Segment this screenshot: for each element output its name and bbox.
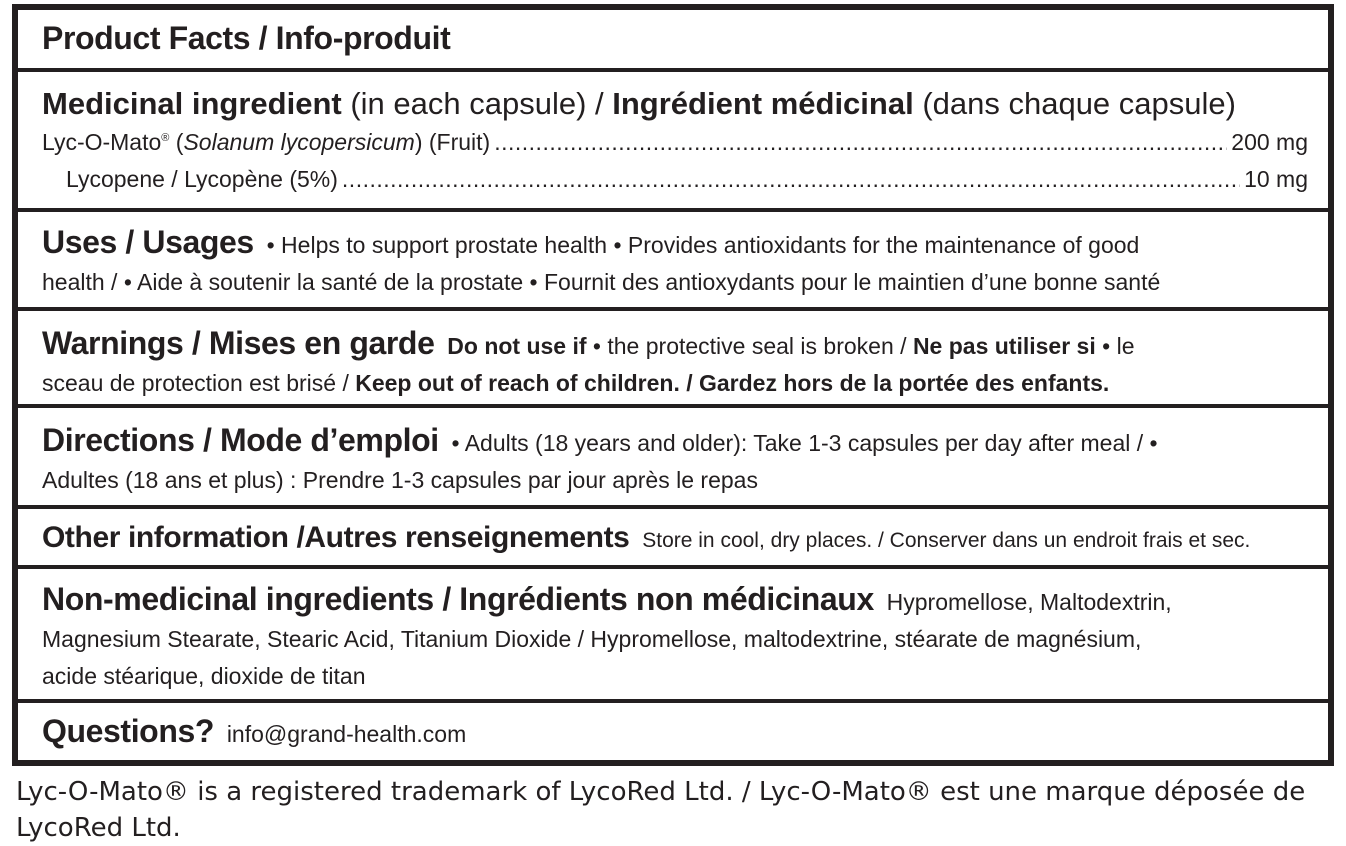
warnings-lead-fr: Ne pas utiliser si: [912, 333, 1096, 359]
footnote-line1: Lyc-O-Mato® is a registered trademark of LycoRed Ltd. / Lyc-O-Mato® est une marque déposée de: [16, 777, 1306, 807]
trademark-footnote: [16, 774, 1336, 846]
warnings-keep-out: Keep out of reach of children. / Gardez hors de la portée des enfants.: [355, 370, 1110, 396]
non-medicinal-section: [18, 569, 1328, 703]
leader-dots: [342, 161, 1240, 198]
product-facts-panel: [12, 4, 1334, 766]
directions-section: [18, 408, 1328, 509]
registered-mark: ®: [161, 132, 170, 144]
non-medicinal-text-line1: Hypromellose, Maltodextrin,: [886, 589, 1172, 615]
warnings-section: [18, 311, 1328, 408]
ingredient-row: [42, 120, 1308, 161]
panel-title: Product Facts / Info-produit: [42, 20, 451, 56]
medicinal-heading-fr: Ingrédient médicinal: [612, 86, 914, 121]
non-medicinal-text-line3: acide stéarique, dioxide de titan: [42, 663, 366, 689]
leader-dots: [494, 124, 1227, 161]
footnote-line2: LycoRed Ltd.: [16, 813, 181, 843]
directions-text-line1: • Adults (18 years and older): Take 1-3 capsules per day after meal / •: [451, 430, 1158, 456]
ingredient-name: Lyc-O-Mato: [42, 129, 162, 155]
uses-text-line2: health / • Aide à soutenir la santé de la prostate • Fournit des antioxydants pour le maintien d’une bonne santé: [42, 269, 1161, 295]
sub-ingredient-row: [42, 161, 1308, 198]
warnings-lead-en: Do not use if: [447, 333, 587, 359]
non-medicinal-heading: Non-medicinal ingredients / Ingrédients non médicinaux: [42, 581, 874, 617]
other-info-text: Store in cool, dry places. / Conserver dans un endroit frais et sec.: [642, 529, 1251, 552]
sub-ingredient-amount: 10 mg: [1244, 166, 1308, 192]
warnings-text-en: • the protective seal is broken /: [586, 333, 913, 359]
ingredient-latin: Solanum lycopersicum: [183, 129, 415, 155]
questions-heading: Questions?: [42, 713, 215, 749]
ingredient-label: Lyc-O-Mato® (Solanum lycopersicum) (Fruit): [42, 129, 491, 155]
uses-section: [18, 212, 1328, 311]
directions-text-line2: Adultes (18 ans et plus) : Prendre 1-3 capsules par jour après le repas: [42, 467, 758, 493]
medicinal-sub-fr: (dans chaque capsule): [913, 86, 1236, 121]
ingredient-part: (Fruit): [428, 129, 491, 155]
ingredient-amount: 200 mg: [1231, 129, 1308, 155]
medicinal-sub-en: (in each capsule) /: [341, 86, 613, 121]
questions-email[interactable]: info@grand-health.com: [226, 721, 467, 747]
title-section: [18, 10, 1328, 72]
questions-section: [18, 703, 1328, 760]
uses-text-line1: • Helps to support prostate health • Provides antioxidants for the maintenance of good: [266, 232, 1140, 258]
uses-heading: Uses / Usages: [42, 224, 254, 260]
medicinal-heading-en: Medicinal ingredient: [42, 86, 342, 121]
non-medicinal-text-line2: Magnesium Stearate, Stearic Acid, Titanium Dioxide / Hypromellose, maltodextrine, stéarate de magnésium,: [42, 626, 1142, 652]
warnings-heading: Warnings / Mises en garde: [42, 325, 435, 361]
directions-heading: Directions / Mode d’emploi: [42, 422, 439, 458]
sub-ingredient-label: Lycopene / Lycopène (5%): [66, 166, 338, 192]
warnings-text-fr1: • le: [1095, 333, 1135, 359]
other-info-heading: Other information /Autres renseignements: [42, 521, 630, 554]
other-info-section: [18, 509, 1328, 569]
medicinal-section: [18, 72, 1328, 212]
warnings-text-fr2: sceau de protection est brisé /: [42, 370, 356, 396]
